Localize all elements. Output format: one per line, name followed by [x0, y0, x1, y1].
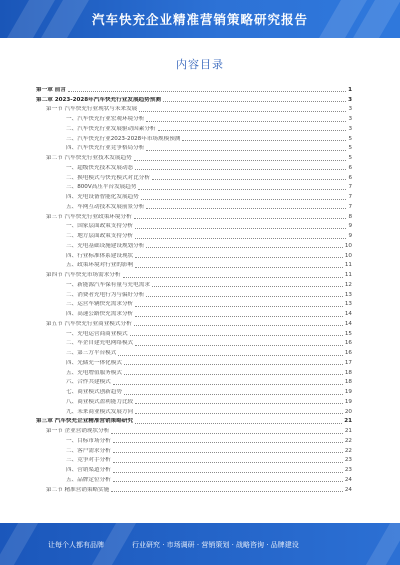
toc-entry-item[interactable] [36, 377, 352, 387]
toc-entry-label: 第一节 企业营销现状分析 [46, 428, 110, 434]
toc-entry-section[interactable] [36, 269, 352, 279]
toc-dot-leader [152, 286, 343, 287]
toc-dot-leader [135, 403, 343, 404]
toc-entry-label: 四、营销渠道分析 [66, 467, 111, 473]
toc-entry-label: 五、充电增值服务模式 [66, 369, 122, 376]
toc-entry-section[interactable] [36, 484, 352, 494]
toc-entry-chapter[interactable] [36, 94, 352, 104]
report-footer-banner [0, 523, 400, 565]
toc-entry-label: 四、光储充一体化模式 [66, 359, 122, 366]
toc-dot-leader [135, 228, 346, 229]
toc-entry-page: 18 [344, 369, 352, 376]
toc-entry-item[interactable] [36, 474, 352, 484]
toc-entry-label: 三、运营车辆快充需求分析 [66, 301, 134, 308]
toc-dot-leader [146, 208, 346, 209]
toc-entry-label: 四、行业标准体系建设现状 [66, 252, 134, 259]
toc-entry-page: 12 [344, 281, 352, 288]
toc-entry-label: 二、地方层面政策支持分析 [66, 233, 134, 239]
toc-entry-item[interactable] [36, 123, 352, 133]
toc-entry-page: 13 [344, 291, 352, 298]
toc-entry-item[interactable] [36, 445, 352, 455]
toc-entry-page: 13 [344, 301, 352, 308]
toc-entry-page: 6 [348, 174, 352, 181]
toc-entry-label: 第三章 汽车快充企业精准营销策略研究 [36, 418, 134, 425]
toc-entry-page: 3 [348, 116, 352, 122]
toc-entry-label: 二、客户需求分析 [66, 447, 111, 454]
toc-entry-page: 19 [344, 398, 352, 405]
toc-dot-leader [135, 306, 343, 307]
toc-entry-label: 一、新能源汽车保有量与充电需求 [66, 281, 150, 288]
toc-entry-label: 八、商业模式盈利能力比较 [66, 398, 134, 405]
toc-dot-leader [124, 364, 343, 365]
toc-entry-item[interactable] [36, 191, 352, 201]
toc-entry-label: 二、车企自建充电网络模式 [66, 340, 134, 347]
toc-entry-item[interactable] [36, 279, 352, 289]
toc-entry-label: 四、汽车快充行业竞争格局分析 [66, 145, 145, 152]
toc-entry-section[interactable] [36, 104, 352, 114]
toc-entry-page: 14 [344, 320, 352, 327]
toc-entry-item[interactable] [36, 464, 352, 474]
toc-entry-label: 六、合作共建模式 [66, 379, 111, 386]
toc-entry-item[interactable] [36, 357, 352, 367]
toc-entry-page: 11 [344, 272, 352, 278]
toc-dot-leader [135, 316, 343, 317]
toc-dot-leader [146, 296, 343, 297]
toc-entry-page: 16 [344, 340, 352, 347]
toc-entry-section[interactable] [36, 318, 352, 328]
toc-entry-label: 第一节 汽车快充行业现状与未来发展 [46, 106, 138, 113]
toc-entry-chapter[interactable] [36, 416, 352, 426]
toc-entry-label: 三、竞争对手分析 [66, 457, 111, 464]
toc-entry-item[interactable] [36, 338, 352, 348]
toc-entry-item[interactable] [36, 221, 352, 231]
toc-entry-label: 四、高速公路快充需求分析 [66, 311, 134, 317]
toc-dot-leader [113, 442, 343, 443]
toc-entry-page: 10 [344, 252, 352, 259]
toc-entry-label: 二、换电模式与快充模式对比分析 [66, 174, 150, 181]
toc-entry-item[interactable] [36, 250, 352, 260]
toc-entry-section[interactable] [36, 152, 352, 162]
toc-entry-item[interactable] [36, 386, 352, 396]
toc-entry-page: 18 [344, 379, 352, 386]
toc-dot-leader [182, 140, 346, 141]
toc-entry-page: 14 [344, 311, 352, 317]
report-header-banner [0, 0, 400, 38]
toc-entry-page: 16 [344, 350, 352, 356]
toc-entry-label: 三、充电基础设施建设规划分析 [66, 242, 145, 249]
toc-entry-label: 第一章 前言 [36, 86, 66, 93]
toc-dot-leader [111, 491, 343, 492]
toc-dot-leader [146, 150, 346, 151]
toc-entry-page: 10 [344, 242, 352, 249]
toc-entry-label: 三、汽车快充行业2023-2028年市场规模预测 [66, 135, 181, 142]
toc-dot-leader [124, 394, 343, 395]
toc-entry-page: 7 [348, 194, 352, 200]
toc-entry-label: 第二章 2023-2028年汽车快充行业发展趋势预测 [36, 96, 161, 103]
toc-entry-item[interactable] [36, 230, 352, 240]
toc-entry-page: 9 [348, 233, 352, 239]
toc-entry-page: 19 [344, 389, 352, 395]
toc-dot-leader [130, 335, 343, 336]
toc-dot-leader [146, 121, 346, 122]
toc-dot-leader [113, 472, 343, 473]
toc-dot-leader [111, 433, 343, 434]
toc-entry-label: 七、商业模式创新趋势 [66, 389, 122, 395]
toc-dot-leader [141, 199, 347, 200]
toc-entry-page: 23 [344, 457, 352, 464]
toc-entry-label: 二、汽车快充行业发展驱动因素分析 [66, 125, 156, 132]
toc-entry-page: 1 [348, 86, 352, 93]
toc-entry-page: 22 [344, 447, 352, 454]
footer-slogan: 让每个人都有品牌 [48, 541, 104, 549]
toc-entry-page: 7 [348, 184, 352, 191]
toc-entry-item[interactable] [36, 182, 352, 192]
toc-entry-item[interactable] [36, 143, 352, 153]
toc-entry-page: 3 [348, 106, 352, 113]
toc-entry-page: 3 [348, 96, 352, 103]
toc-dot-leader [152, 179, 347, 180]
toc-entry-label: 一、国家层面政策支持分析 [66, 223, 134, 230]
toc-entry-label: 三、第三方平台模式 [66, 350, 117, 356]
toc-entry-page: 15 [344, 330, 352, 337]
toc-entry-item[interactable] [36, 172, 352, 182]
toc-entry-item[interactable] [36, 240, 352, 250]
toc-entry-page: 8 [348, 213, 352, 220]
toc-dot-leader [135, 345, 343, 346]
toc-dot-leader [158, 130, 347, 131]
toc-dot-leader [135, 257, 343, 258]
toc-entry-label: 一、目标市场分析 [66, 437, 111, 444]
toc-entry-section[interactable] [36, 425, 352, 435]
banner-stripe [0, 523, 38, 565]
toc-dot-leader [135, 169, 346, 170]
toc-dot-leader [135, 267, 343, 268]
toc-dot-leader [113, 462, 343, 463]
toc-entry-label: 一、充电运营商商业模式 [66, 330, 128, 337]
toc-dot-leader [124, 374, 343, 375]
toc-entry-label: 五、车网互动技术发展前景分析 [66, 203, 145, 210]
toc-entry-item[interactable] [36, 328, 352, 338]
toc-entry-page: 23 [344, 467, 352, 473]
toc-entry-page: 21 [344, 418, 352, 425]
toc-dot-leader [163, 101, 346, 102]
toc-entry-item[interactable] [36, 201, 352, 211]
toc-entry-page: 21 [344, 428, 352, 434]
footer-services: 行业研究 · 市场调研 · 营销策划 · 战略咨询 · 品牌建设 [132, 541, 299, 549]
report-title: 汽车快充企业精准营销策略研究报告 [91, 12, 308, 27]
toc-entry-item[interactable] [36, 435, 352, 445]
toc-entry-page: 3 [348, 125, 352, 132]
toc-dot-leader [113, 384, 343, 385]
toc-entry-item[interactable] [36, 455, 352, 465]
toc-entry-page: 7 [348, 203, 352, 210]
toc-entry-label: 五、品牌定位分析 [66, 476, 111, 483]
toc-entry-page: 5 [348, 155, 352, 161]
toc-dot-leader [139, 111, 346, 112]
toc-dot-leader [135, 423, 342, 424]
toc-dot-leader [68, 91, 346, 92]
toc-entry-item[interactable] [36, 162, 352, 172]
toc-entry-item[interactable] [36, 406, 352, 416]
toc-entry-label: 一、汽车快充行业宏观环境分析 [66, 116, 145, 122]
toc-entry-section[interactable] [36, 211, 352, 221]
toc-entry-item[interactable] [36, 396, 352, 406]
toc-entry-item[interactable] [36, 289, 352, 299]
toc-entry-item[interactable] [36, 133, 352, 143]
toc-entry-item[interactable] [36, 113, 352, 123]
toc-dot-leader [135, 413, 343, 414]
toc-entry-page: 6 [348, 164, 352, 171]
toc-entry-page: 24 [344, 476, 352, 483]
toc-entry-label: 九、未来商业模式发展方向 [66, 408, 134, 415]
toc-entry-item[interactable] [36, 347, 352, 357]
toc-dot-leader [134, 218, 347, 219]
toc-entry-label: 第三节 汽车快充行业政策环境分析 [46, 213, 132, 220]
toc-dot-leader [138, 189, 346, 190]
toc-entry-page: 22 [344, 437, 352, 444]
toc-entry-label: 三、800V高压平台发展趋势 [66, 184, 137, 191]
toc-entry-label: 第二节 汽车快充行业技术发展趋势 [46, 155, 132, 161]
toc-entry-page: 5 [348, 135, 352, 142]
toc-entry-page: 9 [348, 223, 352, 230]
toc-entry-item[interactable] [36, 260, 352, 270]
toc-entry-item[interactable] [36, 367, 352, 377]
toc-dot-leader [134, 160, 347, 161]
toc-dot-leader [134, 325, 343, 326]
toc-entry-page: 20 [344, 408, 352, 415]
banner-stripe [366, 523, 400, 565]
toc-entry-label: 第五节 汽车快充行业商业模式分析 [46, 320, 132, 327]
toc-dot-leader [123, 277, 343, 278]
toc-entry-page: 17 [344, 359, 352, 366]
toc-entry-item[interactable] [36, 308, 352, 318]
toc-entry-label: 一、超级快充技术发展动态 [66, 164, 134, 171]
toc-entry-label: 第四节 汽车快充市场需求分析 [46, 272, 121, 278]
toc-heading: 内容目录 [176, 58, 224, 71]
toc-entry-item[interactable] [36, 299, 352, 309]
toc-dot-leader [113, 481, 343, 482]
toc-entry-label: 二、消费者充电行为与偏好分析 [66, 291, 145, 298]
toc-dot-leader [113, 452, 343, 453]
toc-entry-page: 11 [344, 262, 352, 269]
toc-entry-label: 第二节 精准营销策略实施 [46, 486, 110, 493]
toc-entry-chapter[interactable] [36, 84, 352, 94]
toc-entry-label: 五、政策环境对行业的影响 [66, 262, 134, 269]
toc-dot-leader [118, 355, 343, 356]
toc-entry-page: 5 [348, 145, 352, 152]
toc-entry-page: 24 [344, 486, 352, 493]
toc-dot-leader [146, 247, 343, 248]
toc-entry-label: 四、充电设备智能化发展趋势 [66, 194, 139, 200]
table-of-contents [36, 84, 352, 494]
toc-dot-leader [135, 238, 346, 239]
